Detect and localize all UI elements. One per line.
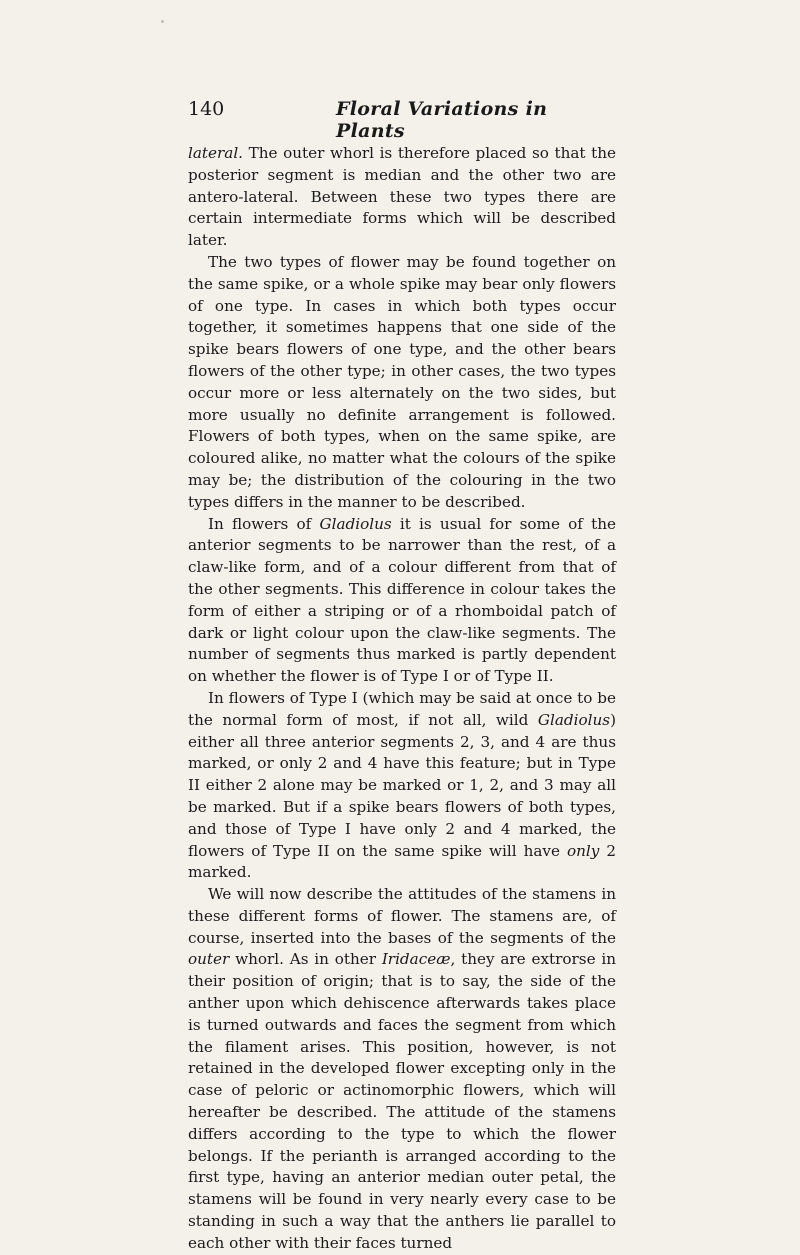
text-run: In flowers of — [208, 514, 320, 533]
text-run: In flowers of Type I (which may be said at once to be the normal form of most, if not all, wild — [188, 688, 616, 729]
paragraph — [188, 514, 616, 688]
italic-run: lateral. — [188, 144, 244, 162]
text-run: We will now describe the attitudes of the stamens in these different forms of flower. The stamens are, of course, inserted into the bases of the segments of the — [188, 885, 616, 947]
paragraph — [188, 143, 616, 252]
text-run: ) either all three anterior segments 2, 3, and 4 are thus marked, or only 2 and 4 have this feature; but in Type II either 2 alone may be marked or 1, 2, and 3 may all be marked. But if a spike bears flowers of both types, and those of Type I have only 2 and 4 marked, the flowers of Type II on the same spike will have — [188, 710, 616, 860]
italic-run: Gladiolus — [537, 710, 611, 729]
text-run: The two types of flower may be found together on the same spike, or a whole spike may bear only flowers of one type. In cases in which both types occur together, it sometimes happens that one side of the spike bears flowers of one type, and the other bears flowers of the other type; in other cases, the two types occur more or less alternately on the two sides, but more usually no definite arrangement is followed. Flowers of both types, when on the same spike, are coloured alike, no matter what the colours of the spike may be; the distribution of the colouring in the two types differs in the manner to be described. — [188, 252, 616, 511]
text-run: The outer whorl is therefore placed so that the posterior segment is median and the other two are antero-lateral. Between these two types there are certain intermediate forms which will be described later. — [188, 144, 616, 250]
page-header — [188, 98, 608, 142]
running-title: Floral Variations in Plants — [336, 98, 548, 142]
text-run: 2 marked. — [188, 841, 616, 882]
italic-run: outer — [188, 950, 230, 969]
text-run: whorl. As in other — [229, 950, 382, 969]
paragraph — [188, 884, 616, 1255]
speck-mark — [161, 20, 164, 23]
italic-run: only — [566, 841, 600, 860]
text-run: , they are extrorse in their position of origin; that is to say, the side of the anther upon which dehiscence afterwards takes place is turned outwards and faces the segment from which the filament arises. This position, however, is not retained in the developed flower excepting only in the case of peloric or actinomorphic flowers, which will hereafter be described. The attitude of the stamens differs according to the type to which the flower belongs. If the perianth is arranged according to the first type, having an anterior median outer petal, the stamens will be found in very nearly every case to be standing in such a way that the anthers lie parallel to each other with their faces turned — [188, 950, 616, 1252]
italic-run: Gladiolus — [319, 514, 392, 533]
italic-run: Iridaceæ — [381, 950, 451, 969]
text-run: it is usual for some of the anterior segments to be narrower than the rest, of a claw-like form, and of a colour different from that of the other segments. This difference in colour takes the form of either a striping or of a rhomboidal patch of dark or light colour upon the claw-like segments. The number of segments thus marked is partly dependent on whether the flower is of Type I or of Type II. — [188, 514, 616, 686]
body-text — [188, 143, 616, 1255]
paragraph — [188, 252, 616, 514]
page-number: 140 — [188, 98, 225, 120]
paragraph — [188, 688, 616, 884]
